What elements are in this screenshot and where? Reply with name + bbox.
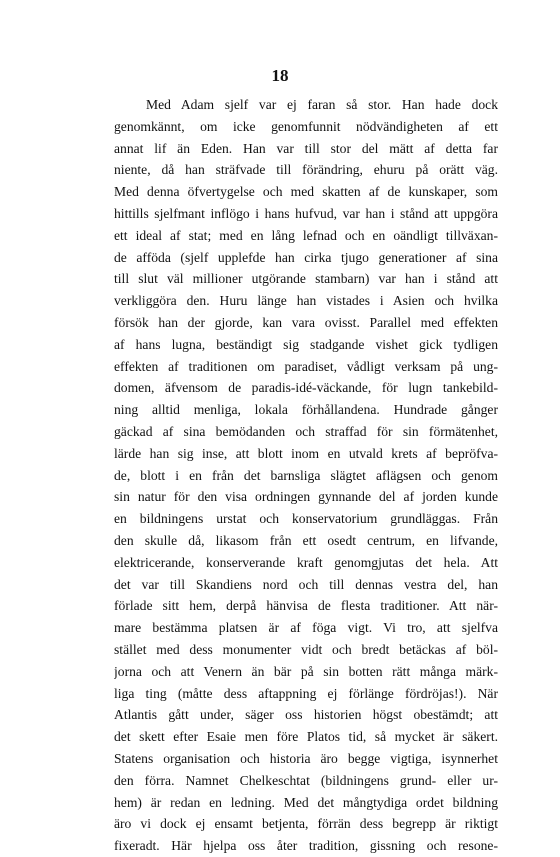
text-line: lärde han sig inse, att blott inom en utvald krets af bepröfva- [114,445,498,461]
text-line: den förra. Namnet Chelkeschtat (bildningens grund- eller ur- [114,772,498,788]
text-line: ett ideal af stat; med en lång lefnad och en oändligt tillväxan- [114,227,498,243]
text-line: Med denna öfvertygelse och med skatten af de kunskaper, som [114,184,498,200]
text-line: Statens organisation och historia äro begge vigtiga, isynnerhet [114,750,498,766]
text-line: stället med dess monumenter vidt och bredt betäckas af böl- [114,641,498,657]
page-number: 18 [271,66,289,85]
text-line: det skett efter Esaie men före Platos tid, så mycket är säkert. [114,729,498,745]
text-line: en bildningens urstat och konservatorium grundläggas. Från [114,511,498,527]
text-line: äro vi dock ej ensamt betjenta, förrän dess begrepp är riktigt [114,816,498,832]
text-line: liga ting (måtte dess aftappning ej förlänge fördröjas!). När [114,685,498,701]
text-line: försök han der gjorde, kan vara ovisst. Parallel med effekten [114,314,498,330]
text-line: förlade sitt hem, derpå hänvisa de flesta traditioner. Att när- [114,598,498,614]
text-line: domen, äfvensom de paradis-idé-väckande, för lugn tankebild- [114,380,498,396]
text-line: den skulle då, likasom från ett osedt centrum, en lifvande, [114,532,498,548]
text-line: ning alltid menliga, lokala förhållandena. Hundrade gånger [114,402,498,418]
text-line: sin natur för den visa ordningen gynnande del af jorden kunde [114,489,498,505]
text-line: de, blott i en från det barnsliga slägtet aflägsen och genom [114,467,498,483]
text-line: jorna och att Venern än bär på sin botten rätt många märk- [114,663,498,679]
text-line: mare bestämma platsen är af föga vigt. Vi tro, att sjelfva [114,620,498,636]
text-line: effekten af traditionen om paradiset, vådligt verksam på ung- [114,358,498,374]
text-line: till slut väl millioner utgörande stambarn) var han i stånd att [114,271,498,287]
text-line: gäckad af sina bemödanden och straffad för sin förmätenhet, [114,423,498,439]
text-line: hittills sjelfmant inflögo i hans hufvud, var han i stånd att uppgöra [114,205,498,221]
text-line: Med Adam sjelf var ej faran så stor. Han hade dock [146,97,498,112]
text-line: hem) är redan en ledning. Med det mångtydiga ordet bildning [114,794,498,810]
text-line: det var till Skandiens nord och till dennas vestra del, han [114,576,498,592]
text-line: genomkännt, om icke genomfunnit nödvändigheten af ett [114,118,498,134]
text-line: af hans lugna, beständigt sig stadgande vishet gick tydligen [114,336,498,352]
text-line: annat lif än Eden. Han var till stor del mätt af detta far [114,140,498,156]
text-line: de afföda (sjelf upplefde han cirka tjugo generationer af sina [114,249,498,265]
body-text [114,94,498,857]
text-line: fixeradt. Här hjelpa oss åter tradition, gissning och resone- [114,838,498,854]
text-line: Atlantis gått under, säger oss historien högst obestämdt; att [114,707,498,723]
text-line: verkliggöra den. Huru länge han vistades i Asien och hvilka [114,293,498,309]
text-line: niente, då han sträfvade till förändring, ehuru på orätt väg. [114,162,498,178]
text-line: elektricerande, konserverande kraft genomgjutas det hela. Att [114,554,498,570]
